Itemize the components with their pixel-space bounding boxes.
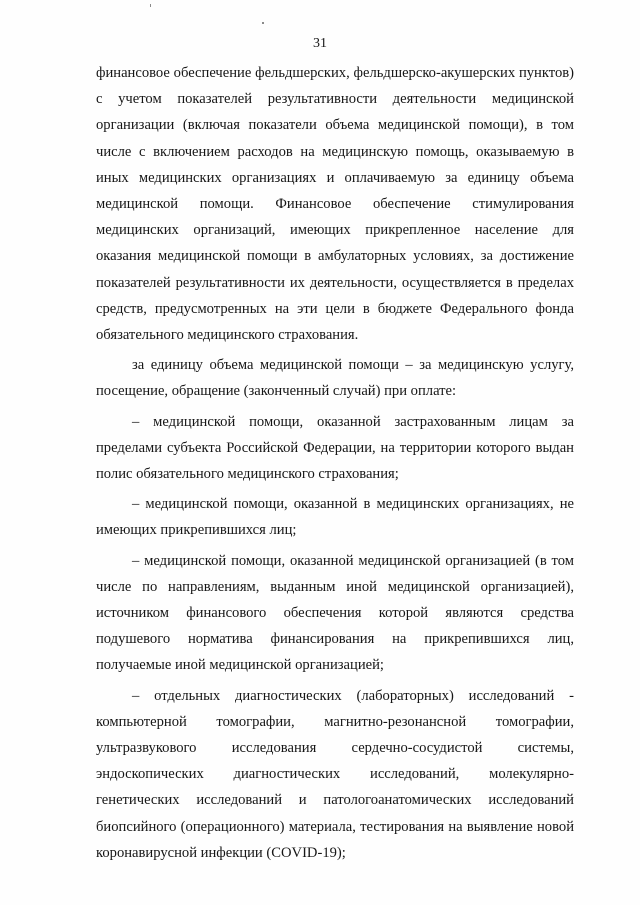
scan-speck <box>150 4 151 7</box>
list-item-referral-care: – медицинской помощи, оказанной медицинской организацией (в том числе по направлениям, выданным иной медицинской организацией), источником финансового обеспечения которой являются средства подушевого норматива финансирования на прикрепившихся лиц, получаемые иной медицинской организацией; <box>96 552 574 674</box>
list-item-out-of-region-care: – медицинской помощи, оказанной застрахованным лицам за пределами субъекта Российской Федерации, на территории которого выдан полис обязательного медицинского страхования; <box>96 413 574 483</box>
paragraph-funding-continuation: финансовое обеспечение фельдшерских, фельдшерско-акушерских пунктов) с учетом показателей результативности деятельности медицинской организации (включая показатели объема медицинской помощи), в том числе с включением расходов на медицинскую помощь, оказываемую в иных медицинских организациях и оплачиваемую за единицу объема медицинской помощи. Финансовое обеспечение стимулирования медицинских организаций, имеющих прикрепленное население для оказания медицинской помощи в амбулаторных условиях, за достижение показателей результативности их деятельности, осуществляется в пределах средств, предусмотренных на эти цели в бюджете Федерального фонда обязательного медицинского страхования. <box>96 65 574 344</box>
paragraph-unit-of-care: за единицу объема медицинской помощи – за медицинскую услугу, посещение, обращение (законченный случай) при оплате: <box>96 357 574 400</box>
list-item-diagnostic-studies: – отдельных диагностических (лабораторных) исследований - компьютерной томографии, магнитно-резонансной томографии, ультразвукового исследования сердечно-сосудистой системы, эндоскопических диагностических исследований, молекулярно-генетических исследований и патологоанатомических исследований биопсийного (операционного) материала, тестирования на выявление новой коронавирусной инфекции (COVID-19); <box>96 687 574 861</box>
scan-speck <box>262 22 264 24</box>
document-body <box>96 60 574 866</box>
page-number: 31 <box>313 36 327 51</box>
list-item-no-attached-persons: – медицинской помощи, оказанной в медицинских организациях, не имеющих прикрепившихся лиц; <box>96 496 574 539</box>
